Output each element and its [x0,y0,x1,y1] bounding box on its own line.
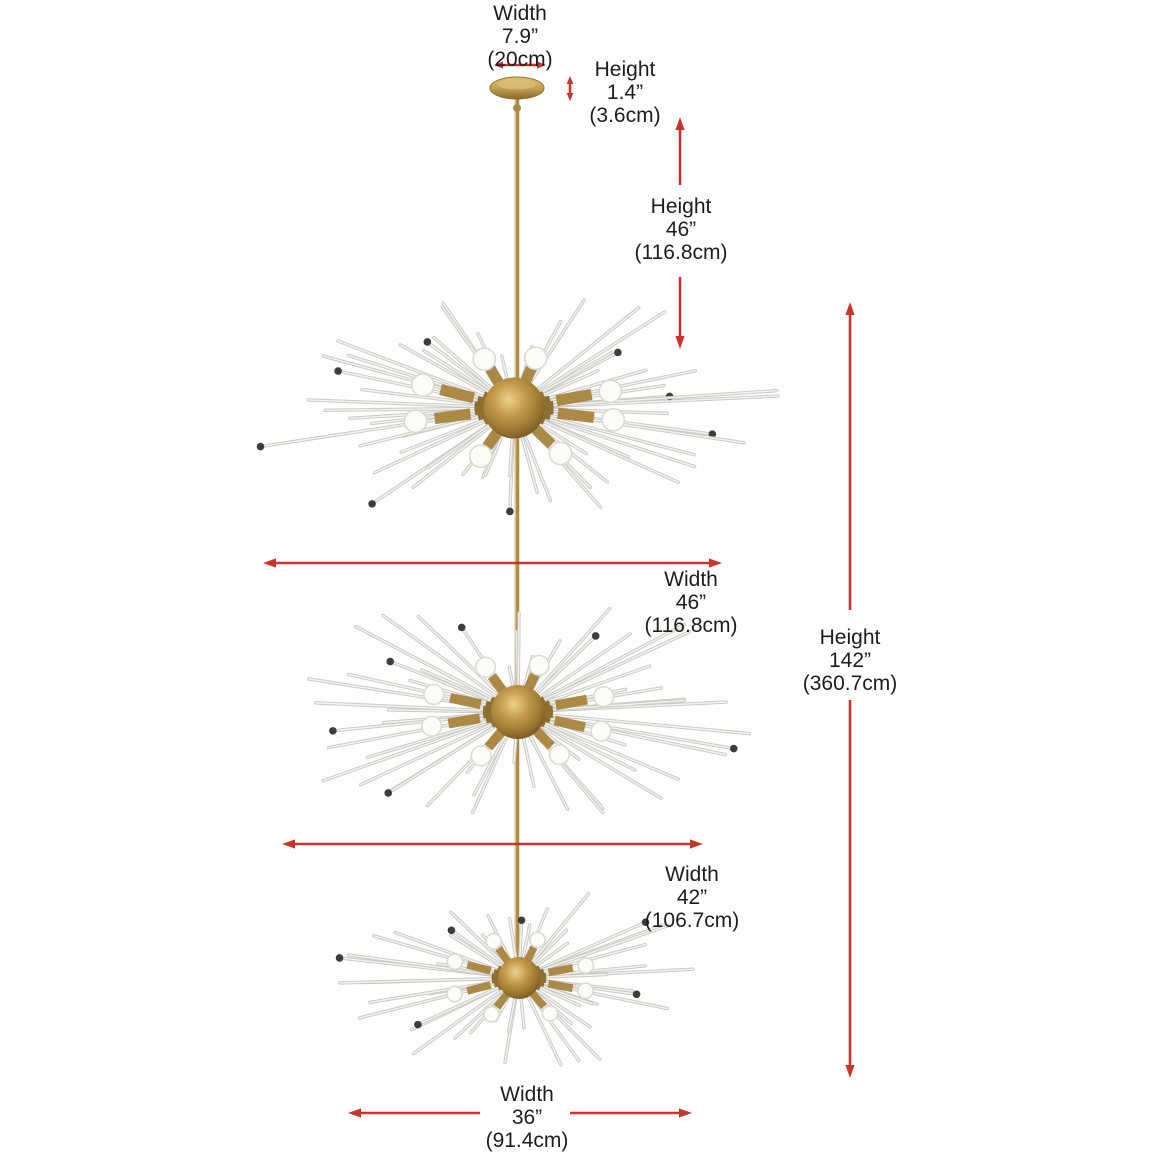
dim-label: Width [500,1083,554,1106]
dim-cm: (91.4cm) [485,1129,569,1152]
dim-inches: 7.9” [501,25,539,48]
dim-canopy-height [589,58,660,127]
dim-tier2-width [645,863,740,932]
dim-label: Width [493,2,547,25]
dim-drop-height [635,195,728,264]
dim-label: Width [664,568,718,591]
dim-canopy-width [487,2,552,71]
dim-label: Width [665,863,719,886]
dim-inches: 46” [675,591,707,614]
dim-cm: (106.7cm) [644,909,740,932]
dim-total-height [803,626,898,695]
dim-tier1-width [645,568,738,637]
dim-cm: (116.8cm) [644,614,738,637]
dim-cm: (20cm) [487,48,553,71]
dim-cm: (3.6cm) [589,104,661,127]
dim-inches: 46” [665,218,697,241]
dim-tier3-width [486,1083,569,1152]
dim-inches: 142” [828,649,872,672]
dim-label: Height [819,626,881,649]
dim-label: Height [594,58,656,81]
dim-label: Height [650,195,712,218]
dim-inches: 42” [676,886,708,909]
dim-cm: (360.7cm) [802,672,898,695]
dim-inches: 36” [511,1106,543,1129]
dim-inches: 1.4” [606,81,644,104]
dim-cm: (116.8cm) [634,241,728,264]
